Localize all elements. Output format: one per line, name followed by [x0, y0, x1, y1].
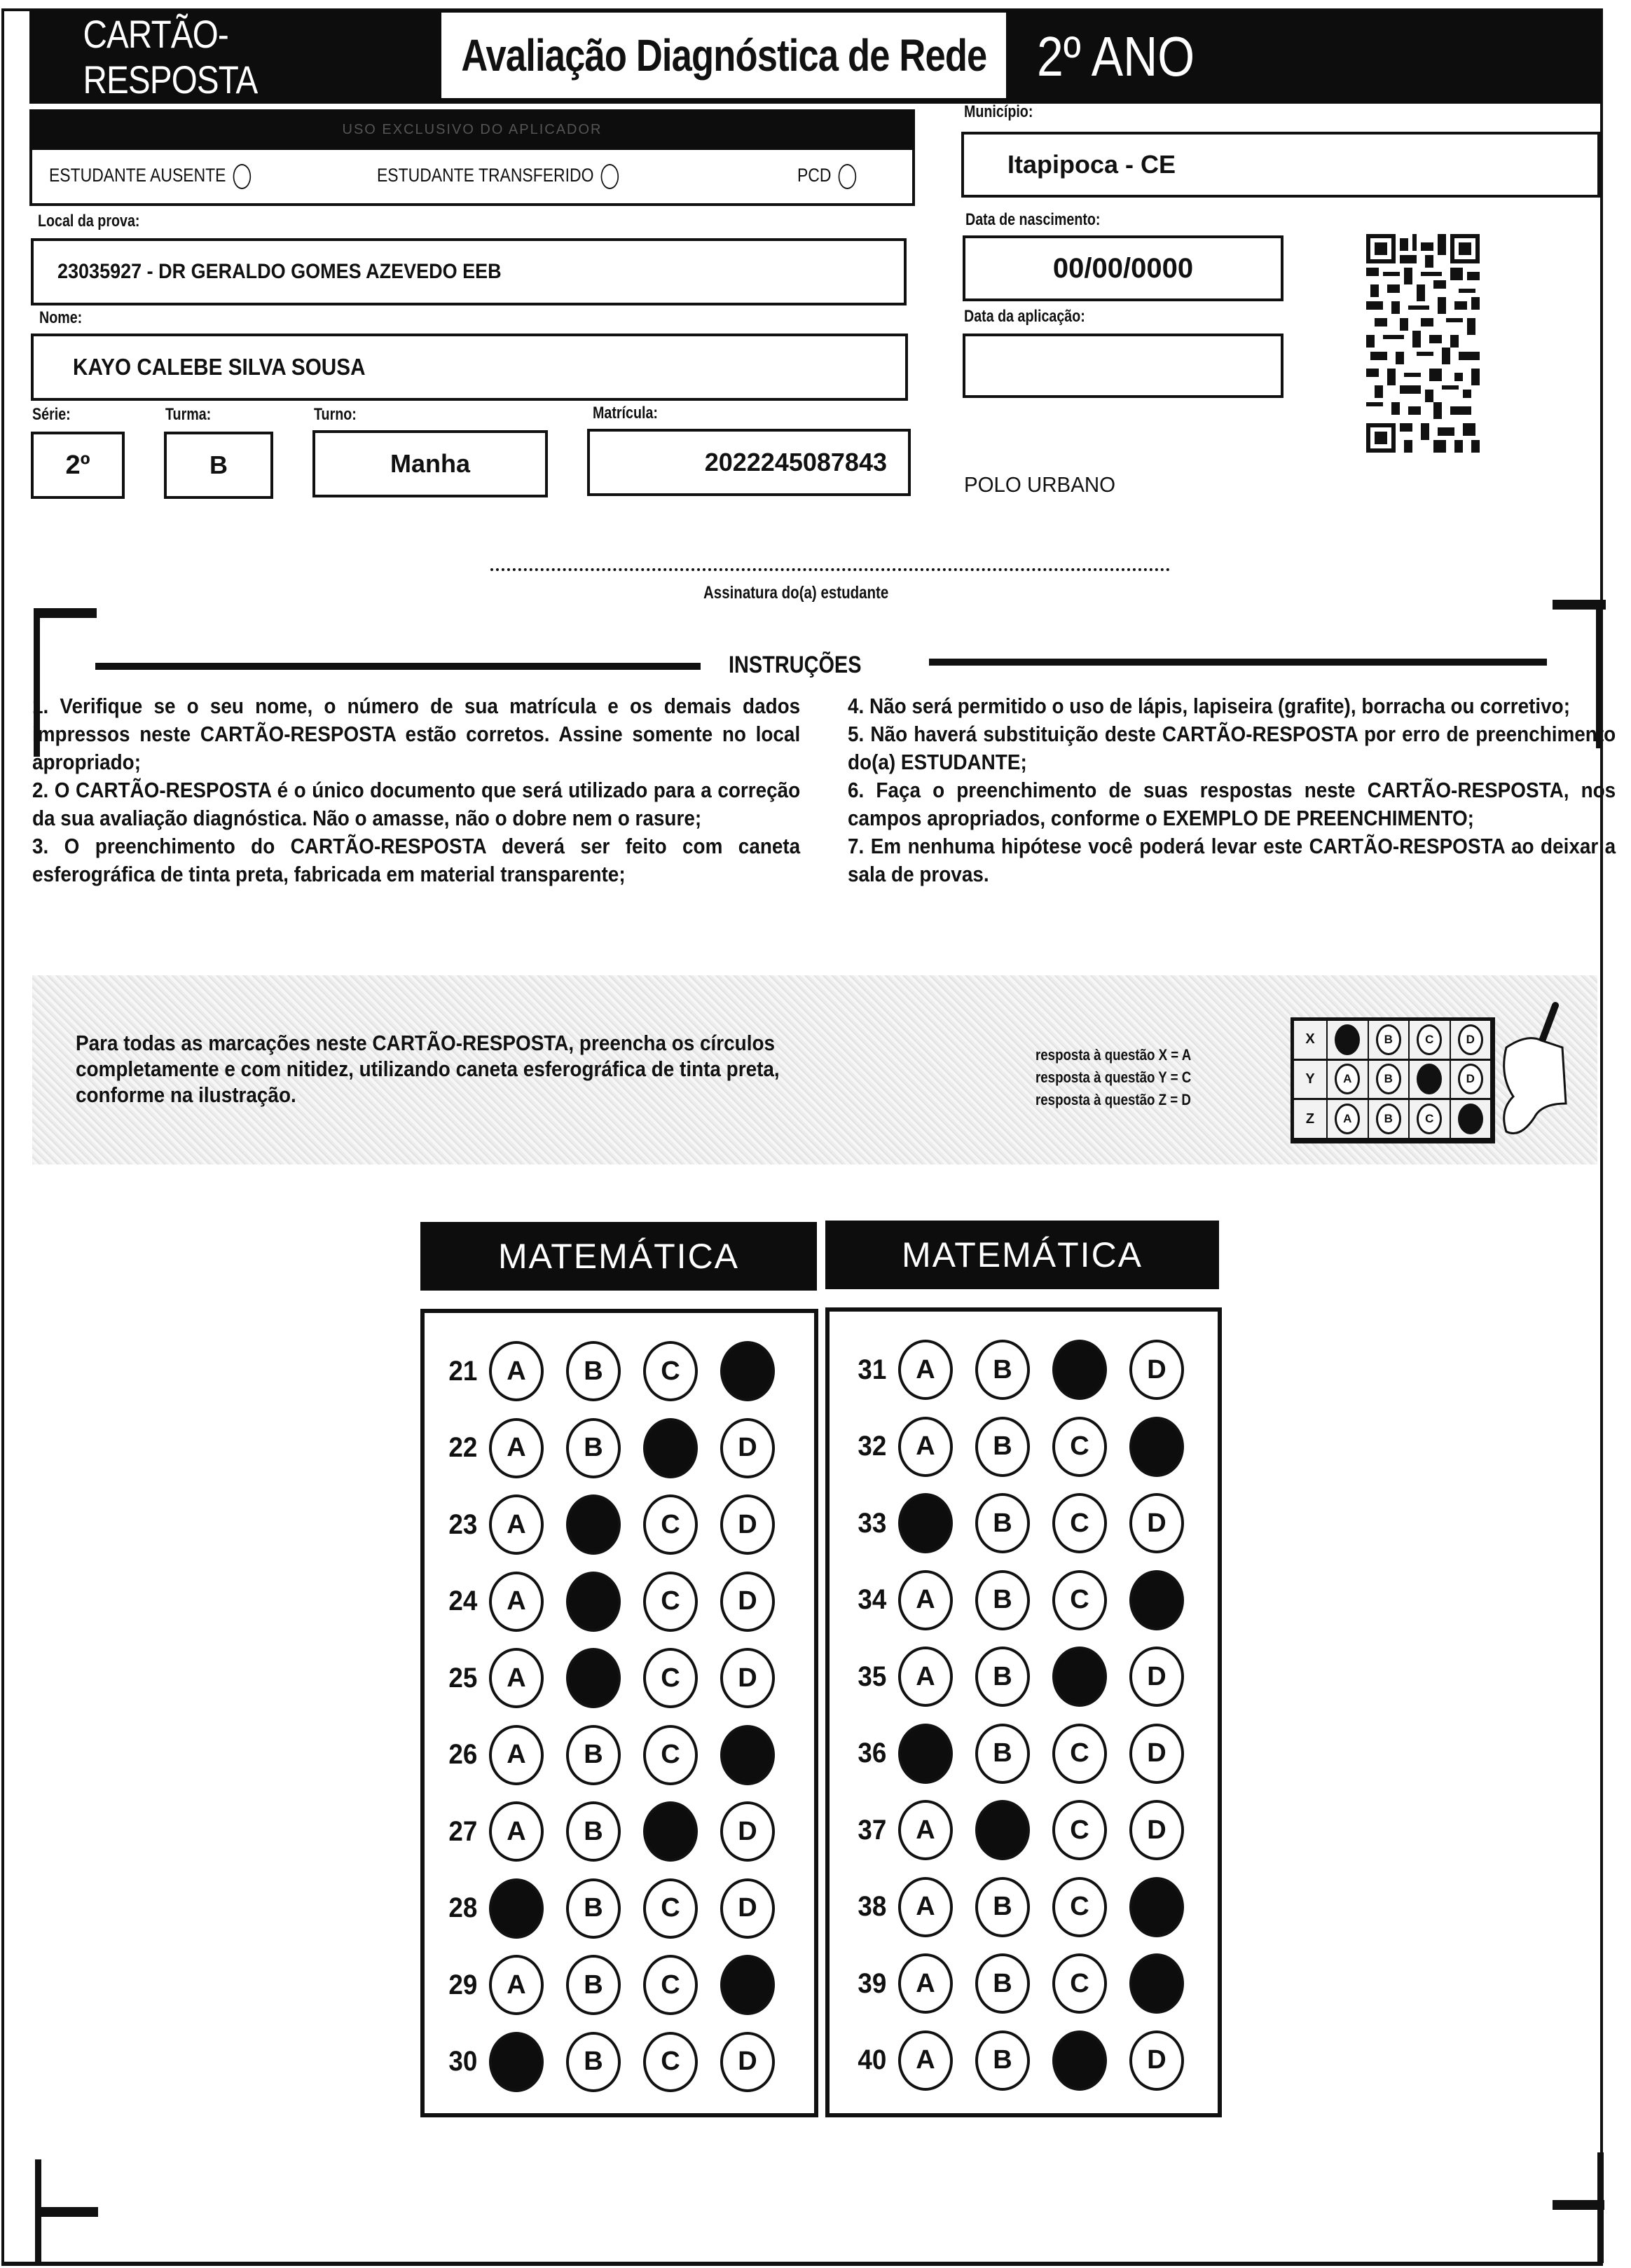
answer-bubble-c[interactable]: C [1052, 1877, 1107, 1937]
turma-field [164, 432, 273, 499]
answer-bubble-d[interactable]: D [720, 1341, 775, 1401]
nascimento-field [963, 235, 1284, 301]
radio-pcd[interactable] [839, 164, 857, 189]
answer-bubble-c[interactable]: C [1052, 1800, 1107, 1860]
answer-bubble-c[interactable]: C [1052, 1493, 1107, 1553]
instruction-7: 7. Em nenhuma hipótese você poderá levar este CARTÃO-RESPOSTA ao deixar a sala de provas. [848, 834, 1616, 886]
answer-bubble-b[interactable]: B [566, 1418, 621, 1478]
subject-header-2: MATEMÁTICA [825, 1221, 1219, 1289]
example-bubble: D [1458, 1064, 1483, 1094]
question-row [838, 1877, 1184, 1937]
answer-bubble-a[interactable]: A [898, 1570, 953, 1630]
question-row [429, 1572, 775, 1632]
option-transferred[interactable] [377, 164, 619, 189]
example-bubble: C [1417, 1024, 1442, 1055]
instruction-6: 6. Faça o preenchimento de suas respostas neste CARTÃO-RESPOSTA, nos campos apropriados, conforme o EXEMPLO DE PREENCHIMENTO; [848, 778, 1616, 830]
legend-x: resposta à questão X = A [1035, 1046, 1192, 1064]
question-number: 37 [858, 1814, 887, 1846]
turno-value: Manha [390, 449, 470, 478]
question-number: 27 [448, 1815, 478, 1847]
answer-bubble-a[interactable]: A [489, 1801, 544, 1862]
matricula-field [587, 429, 911, 496]
signature-line[interactable] [490, 568, 1170, 571]
answer-bubble-a[interactable]: A [489, 1648, 544, 1708]
answer-bubble-d[interactable]: D [1129, 2030, 1184, 2091]
question-number: 22 [448, 1432, 478, 1463]
question-number: 26 [448, 1739, 478, 1770]
nascimento-value: 00/00/0000 [1052, 252, 1194, 284]
exam-title: Avaliação Diagnóstica de Rede [460, 30, 987, 81]
answer-bubble-a[interactable]: A [489, 1494, 544, 1555]
answer-bubble-a[interactable]: A [898, 1340, 953, 1400]
question-number: 36 [858, 1738, 887, 1768]
answer-bubble-a[interactable]: A [898, 1493, 953, 1553]
instruction-3: 3. O preenchimento do CARTÃO-RESPOSTA deverá ser feito com caneta esferográfica de tinta preta, fabricada em material transparente; [32, 834, 801, 886]
question-number: 28 [448, 1892, 478, 1923]
fill-example-grid [1291, 1017, 1495, 1143]
question-row [429, 1801, 775, 1862]
example-bubble: A [1335, 1104, 1360, 1134]
applicator-band: USO EXCLUSIVO DO APLICADOR [29, 109, 915, 150]
answer-bubble-d[interactable]: D [1129, 1340, 1184, 1400]
answer-bubble-a[interactable]: A [898, 1647, 953, 1707]
answer-bubble-c[interactable]: C [1052, 1570, 1107, 1630]
example-bubble: B [1376, 1064, 1401, 1094]
answer-bubble-c[interactable]: C [643, 1341, 698, 1401]
corner-mark-bottom-left [35, 2207, 98, 2217]
question-row [429, 1648, 775, 1708]
answer-bubble-c[interactable]: C [643, 1418, 698, 1478]
answer-bubble-b[interactable]: B [566, 1801, 621, 1862]
answer-bubble-b[interactable]: B [975, 1877, 1030, 1937]
answer-bubble-d[interactable]: D [720, 1494, 775, 1555]
question-number: 40 [858, 2044, 887, 2075]
example-row-label: X [1294, 1021, 1328, 1061]
answer-bubble-b[interactable]: B [975, 1493, 1030, 1553]
qr-code-icon [1366, 234, 1480, 453]
answer-bubble-a[interactable]: A [489, 1341, 544, 1401]
instruction-1: 1. Verifique se o seu nome, o número de sua matrícula e os demais dados impressos neste CARTÃO-RESPOSTA estão corretos. Assine somente no local apropriado; [32, 694, 801, 774]
grade-title: 2º ANO [1037, 25, 1195, 88]
question-number: 31 [858, 1354, 887, 1385]
option-absent-label: ESTUDANTE AUSENTE [49, 165, 226, 186]
matricula-label: Matrícula: [593, 404, 658, 422]
answer-bubble-c[interactable]: C [643, 1494, 698, 1555]
turno-field [312, 430, 548, 497]
answer-bubble-c[interactable]: C [643, 1572, 698, 1632]
answer-bubble-d[interactable]: D [720, 1801, 775, 1862]
answer-bubble-a[interactable]: A [489, 1878, 544, 1939]
serie-field [31, 432, 125, 499]
question-number: 34 [858, 1584, 887, 1615]
answer-bubble-d[interactable]: D [720, 1572, 775, 1632]
example-bubble-filled [1458, 1104, 1483, 1134]
corner-mark-bottom-right [1553, 2200, 1604, 2210]
answer-bubble-c[interactable]: C [643, 1801, 698, 1862]
legend-z: resposta à questão Z = D [1035, 1091, 1191, 1108]
answer-bubble-b[interactable]: B [566, 1572, 621, 1632]
instruction-4: 4. Não será permitido o uso de lápis, lapiseira (grafite), borracha ou corretivo; [848, 694, 1571, 718]
answer-bubble-b[interactable]: B [566, 1494, 621, 1555]
instruction-2: 2. O CARTÃO-RESPOSTA é o único documento que será utilizado para a correção da sua avaliação diagnóstica. Não o amasse, não o dobre nem o rasure; [32, 778, 801, 830]
answer-bubble-b[interactable]: B [975, 1340, 1030, 1400]
aplicacao-label: Data da aplicação: [964, 307, 1085, 326]
answer-bubble-c[interactable]: C [1052, 1647, 1107, 1707]
legend-y: resposta à questão Y = C [1035, 1068, 1192, 1086]
card-title: CARTÃO-RESPOSTA [83, 12, 258, 102]
local-value: 23035927 - DR GERALDO GOMES AZEVEDO EEB [57, 260, 502, 283]
option-pcd-label: PCD [797, 165, 832, 186]
answer-bubble-d[interactable]: D [1129, 1877, 1184, 1937]
answer-bubble-c[interactable]: C [643, 1955, 698, 2015]
question-row [838, 1647, 1184, 1707]
instruction-5: 5. Não haverá substituição deste CARTÃO-RESPOSTA por erro de preenchimento do(a) ESTUDANTE; [848, 722, 1616, 774]
municipio-field [961, 132, 1600, 198]
matricula-value: 2022245087843 [704, 448, 887, 476]
municipio-value: Itapipoca - CE [1007, 150, 1176, 179]
answer-bubble-b[interactable]: B [975, 1647, 1030, 1707]
example-bubble-filled [1417, 1064, 1442, 1094]
question-row [429, 1725, 775, 1785]
answer-bubble-b[interactable]: B [566, 1955, 621, 2015]
answer-bubble-d[interactable]: D [1129, 1800, 1184, 1860]
name-field [31, 334, 908, 401]
instructions-bar-right [929, 659, 1547, 666]
turno-label: Turno: [314, 405, 357, 424]
answer-bubble-d[interactable]: D [720, 1648, 775, 1708]
question-row [838, 1570, 1184, 1630]
question-row [838, 1953, 1184, 2014]
question-row [838, 1800, 1184, 1860]
instructions-left [32, 692, 800, 888]
example-bubble: C [1417, 1104, 1442, 1134]
question-row [429, 1494, 775, 1555]
answer-bubble-a[interactable]: A [489, 1418, 544, 1478]
serie-value: 2º [65, 450, 90, 480]
question-row [429, 1341, 775, 1401]
answer-bubble-b[interactable]: B [566, 1648, 621, 1708]
local-label: Local da prova: [38, 212, 140, 231]
answer-bubble-b[interactable]: B [566, 2032, 621, 2092]
question-row [429, 1418, 775, 1478]
answer-bubble-a[interactable]: A [489, 2032, 544, 2092]
answer-bubble-d[interactable]: D [720, 1725, 775, 1785]
answer-bubble-c[interactable]: C [1052, 1953, 1107, 2014]
answer-bubble-d[interactable]: D [720, 1878, 775, 1939]
option-absent[interactable] [49, 164, 251, 189]
question-number: 23 [448, 1508, 478, 1540]
option-transferred-label: ESTUDANTE TRANSFERIDO [377, 165, 594, 186]
answer-bubble-a[interactable]: A [898, 2030, 953, 2091]
answer-bubble-a[interactable]: A [898, 1724, 953, 1784]
answer-bubble-d[interactable]: D [1129, 1724, 1184, 1784]
answer-bubble-d[interactable]: D [1129, 1570, 1184, 1630]
example-bubble-filled [1335, 1024, 1360, 1055]
answer-bubble-b[interactable]: B [566, 1341, 621, 1401]
example-bubble: D [1458, 1024, 1483, 1055]
answer-bubble-c[interactable]: C [1052, 2030, 1107, 2091]
answer-bubble-c[interactable]: C [643, 1725, 698, 1785]
municipio-label: Município: [964, 102, 1033, 121]
question-number: 38 [858, 1891, 887, 1922]
turma-value: B [209, 451, 228, 479]
polo-label: POLO URBANO [964, 472, 1116, 497]
radio-transferred[interactable] [601, 164, 619, 189]
answer-bubble-b[interactable]: B [975, 1724, 1030, 1784]
serie-label: Série: [32, 405, 71, 424]
example-bubble: B [1376, 1024, 1401, 1055]
answer-bubble-a[interactable]: A [489, 1725, 544, 1785]
answer-bubble-c[interactable]: C [643, 2032, 698, 2092]
answer-bubble-b[interactable]: B [975, 1953, 1030, 2014]
signature-label: Assinatura do(a) estudante [703, 583, 889, 603]
option-pcd[interactable] [797, 164, 856, 189]
question-row [838, 1493, 1184, 1553]
answer-bubble-d[interactable]: D [1129, 1417, 1184, 1477]
turma-label: Turma: [165, 405, 212, 424]
question-row [838, 2030, 1184, 2091]
question-number: 24 [448, 1586, 478, 1616]
example-bubble: A [1335, 1064, 1360, 1094]
name-label: Nome: [39, 308, 83, 327]
answer-bubble-b[interactable]: B [975, 1570, 1030, 1630]
answer-bubble-d[interactable]: D [1129, 1953, 1184, 2014]
answer-bubble-c[interactable]: C [1052, 1724, 1107, 1784]
answer-bubble-a[interactable]: A [898, 1953, 953, 2014]
answer-bubble-d[interactable]: D [720, 2032, 775, 2092]
answer-bubble-d[interactable]: D [1129, 1493, 1184, 1553]
instructions-right [848, 692, 1616, 888]
answer-bubble-a[interactable]: A [898, 1417, 953, 1477]
answer-bubble-c[interactable]: C [1052, 1340, 1107, 1400]
example-bubble: B [1376, 1104, 1401, 1134]
answer-bubble-b[interactable]: B [566, 1878, 621, 1939]
question-row [429, 1878, 775, 1939]
exam-title-box [441, 13, 1006, 98]
aplicacao-field [963, 334, 1284, 398]
applicator-options [29, 150, 915, 206]
instructions-bar-left [95, 663, 701, 670]
question-number: 39 [858, 1967, 887, 1999]
question-number: 32 [858, 1431, 887, 1462]
answer-sheet-2 [825, 1307, 1222, 2117]
question-row [838, 1724, 1184, 1784]
fill-example-text: Para todas as marcações neste CARTÃO-RESPOSTA, preencha os círculos completamente e com nitidez, utilizando caneta esferográfica de tinta preta, conforme na ilustração. [76, 1031, 780, 1107]
question-number: 33 [858, 1507, 887, 1539]
question-row [429, 1955, 775, 2015]
hand-pen-icon [1485, 998, 1569, 1153]
answer-bubble-a[interactable]: A [489, 1955, 544, 2015]
answer-bubble-b[interactable]: B [975, 1417, 1030, 1477]
corner-mark-top-left [34, 608, 97, 618]
answer-bubble-d[interactable]: D [720, 1418, 775, 1478]
answer-bubble-d[interactable]: D [1129, 1647, 1184, 1707]
answer-bubble-a[interactable]: A [898, 1877, 953, 1937]
fill-example-legend [1035, 1044, 1191, 1111]
question-number: 21 [448, 1355, 478, 1387]
answer-bubble-b[interactable]: B [975, 2030, 1030, 2091]
subject-header-1: MATEMÁTICA [420, 1222, 817, 1291]
answer-bubble-c[interactable]: C [643, 1878, 698, 1939]
question-number: 35 [858, 1661, 887, 1692]
answer-bubble-c[interactable]: C [1052, 1417, 1107, 1477]
example-row-label: Z [1294, 1100, 1328, 1140]
instructions-title: INSTRUÇÕES [729, 652, 862, 678]
answer-bubble-b[interactable]: B [566, 1725, 621, 1785]
question-row [838, 1340, 1184, 1400]
radio-absent[interactable] [233, 164, 252, 189]
name-value: KAYO CALEBE SILVA SOUSA [73, 354, 366, 380]
question-row [429, 2032, 775, 2092]
question-row [838, 1417, 1184, 1477]
answer-bubble-b[interactable]: B [975, 1800, 1030, 1860]
question-number: 25 [448, 1662, 478, 1693]
answer-bubble-a[interactable]: A [489, 1572, 544, 1632]
answer-bubble-a[interactable]: A [898, 1800, 953, 1860]
question-number: 30 [448, 2046, 478, 2077]
nascimento-label: Data de nascimento: [965, 210, 1101, 229]
local-field [31, 238, 907, 305]
answer-bubble-d[interactable]: D [720, 1955, 775, 2015]
answer-sheet-1 [420, 1309, 818, 2117]
question-number: 29 [448, 1969, 478, 2000]
answer-bubble-c[interactable]: C [643, 1648, 698, 1708]
example-row-label: Y [1294, 1061, 1328, 1101]
